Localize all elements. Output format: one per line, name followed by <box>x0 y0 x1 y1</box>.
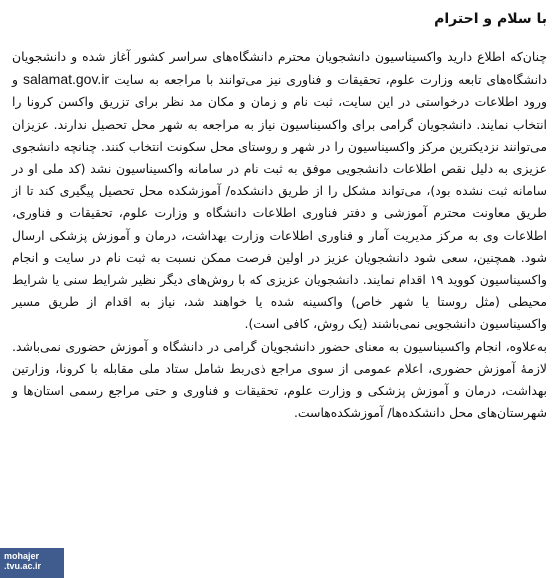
watermark-line2: .tvu.ac.ir <box>4 561 42 571</box>
watermark-line1: mohajer <box>4 551 40 561</box>
site-watermark-logo <box>0 548 64 578</box>
greeting-heading: با سلام و احترام <box>434 11 547 27</box>
salamat-site-link[interactable]: salamat.gov.ir <box>22 71 110 88</box>
paragraph1-part1: چنان‌که اطلاع دارید واکسیناسیون دانشجویان محترم دانشگاه‌های سراسر کشور آغاز شده و دانشجویان دانشگاه‌های تابعه وزارت علوم، تحقیقات و فناوری نیز می‌توانند با مراجعه به سایت <box>12 49 547 88</box>
paragraph1-part2: و ورود اطلاعات درخواستی در این سایت، ثبت نام و زمان و مکان مد نظر برای تزریق واکسن کرونا را انتخاب نمایند. دانشجویان گرامی برای واکسیناسیون نیاز به مراجعه به شهر محل تحصیل ندارند. عزیزان می‌توانند نزدیکترین مرکز واکسیناسیون را در شهر و روستای محل سکونت انتخاب کنند. چنانچه دانشجوی عزیزی به دلیل نقص اطلاعات دانشجویی موفق به ثبت نام در سامانه واکسیناسیون نشد (کد ملی او در سامانه ثبت نشده بود)، می‌تواند مشکل را از طریق دانشکده/ آموزشکده محل تحصیل پیگیری کند تا از طریق معاونت محترم آموزشی و دفتر فناوری اطلاعات دانشگاه و وزارت علوم، تحقیقات و فناوری، اطلاعات وی به مرکز مدیریت آمار و فناوری اطلاعات وزارت بهداشت، درمان و آموزش پزشکی ارسال شود. همچنین، سعی شود دانشجویان عزیز در اولین فرصت ممکن نسبت به ثبت نام در سایت و انجام واکسیناسیون کووید ۱۹ اقدام نمایند. دانشجویان عزیزی که با روش‌های دیگر نظیر شرایط سنی یا شرایط محیطی (مثل روستا یا شهر خاص) واکسینه شده یا خواهند شد، نیاز به اقدام از طریق مسیر واکسیناسیون دانشجویی نمی‌باشند (یک روش، کافی است). <box>12 72 547 332</box>
paragraph-in-person-education: به‌علاوه، انجام واکسیناسیون به معنای حضور دانشجویان گرامی در دانشگاه و آموزش حضوری نمی‌باشد. لازمهٔ آموزش حضوری، اعلام عمومی از سوی مراجع ذی‌ربط شامل ستاد ملی مقابله با کرونا، وزارتین بهداشت، درمان و آموزش پزشکی و وزارت علوم، تحقیقات و فناوری و حتی مراجع رسمی استان‌ها و شهرستان‌های محل دانشکده‌ها/ آموزشکده‌هاست. <box>12 338 547 421</box>
paragraph-vaccination-registration <box>12 46 547 336</box>
